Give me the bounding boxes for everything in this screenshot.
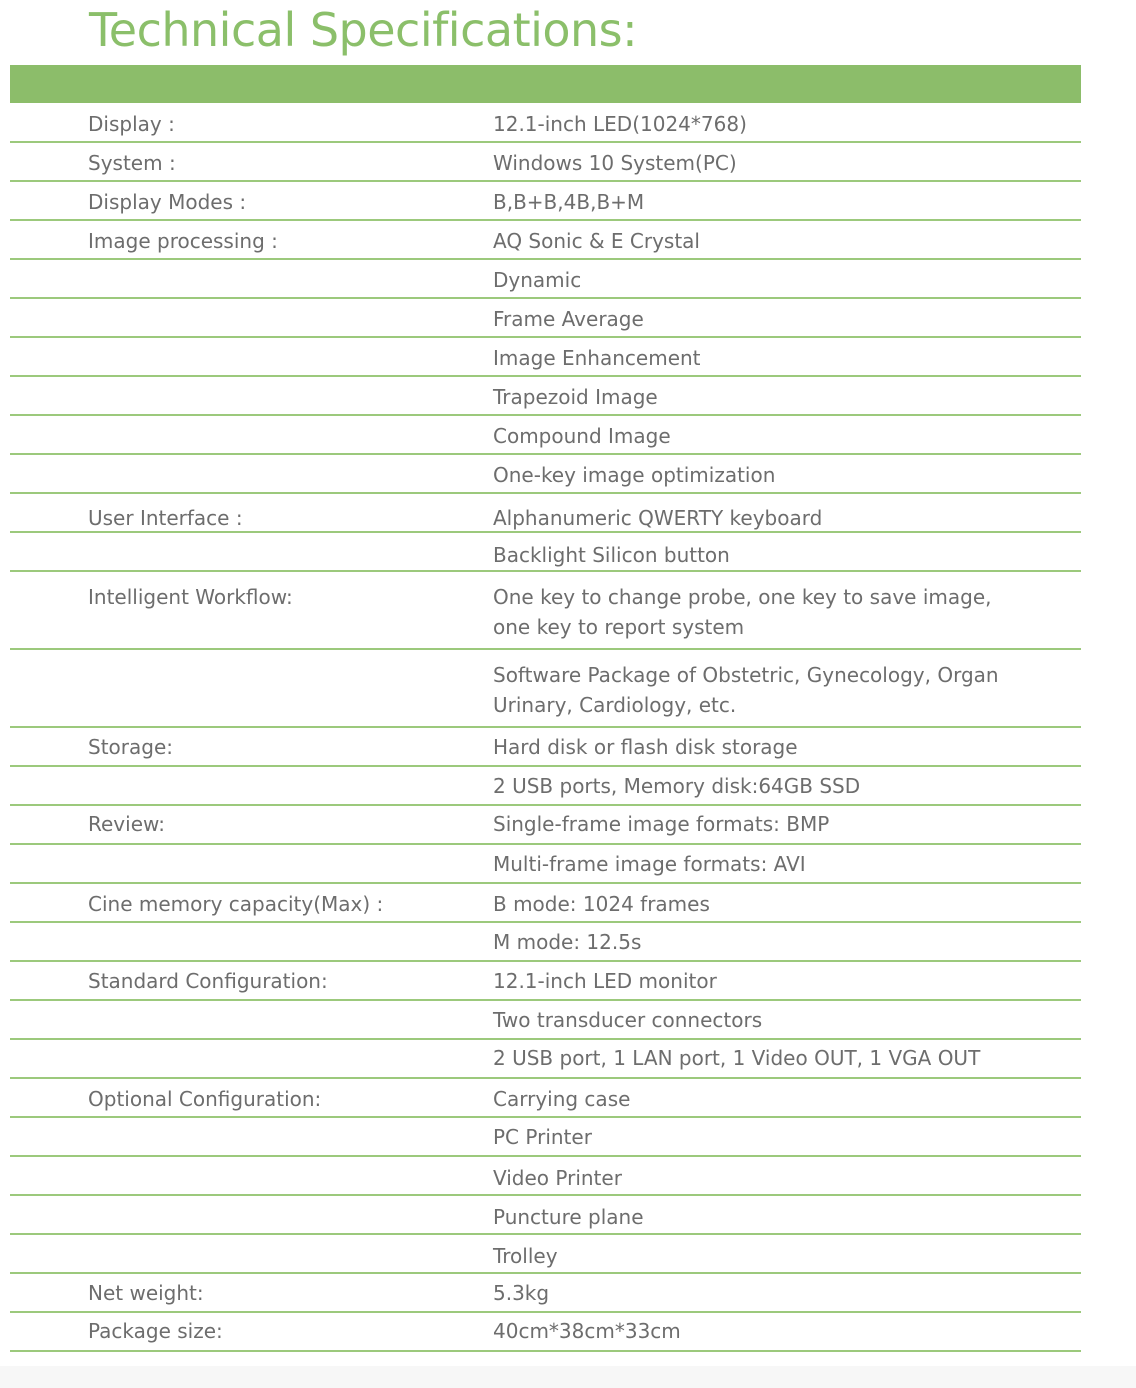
spec-label: User Interface :: [88, 506, 243, 530]
spec-label: Display :: [88, 112, 175, 136]
spec-row: [10, 1079, 1081, 1118]
spec-row: [10, 494, 1081, 533]
spec-value-line2: one key to report system: [493, 615, 745, 639]
spec-row: [10, 455, 1081, 494]
spec-row: [10, 806, 1081, 845]
spec-value: Backlight Silicon button: [493, 543, 730, 567]
spec-value: 12.1-inch LED(1024*768): [493, 112, 747, 136]
spec-row: [10, 1157, 1081, 1196]
spec-label: Standard Configuration:: [88, 969, 328, 993]
spec-row: [10, 533, 1081, 572]
spec-value: Alphanumeric QWERTY keyboard: [493, 506, 823, 530]
spec-label: Review:: [88, 812, 166, 836]
spec-value: Carrying case: [493, 1087, 631, 1111]
spec-row: [10, 1313, 1081, 1352]
spec-label: Optional Configuration:: [88, 1087, 322, 1111]
spec-value: M mode: 12.5s: [493, 930, 642, 954]
header-bar: [10, 65, 1081, 103]
spec-row: [10, 923, 1081, 962]
spec-row: [10, 1001, 1081, 1040]
spec-value: Trapezoid Image: [493, 385, 658, 409]
spec-value: Multi-frame image formats: AVI: [493, 852, 806, 876]
spec-label: Display Modes :: [88, 190, 247, 214]
spec-value: B mode: 1024 frames: [493, 892, 710, 916]
spec-value: 40cm*38cm*33cm: [493, 1319, 681, 1343]
spec-row: [10, 1235, 1081, 1274]
spec-row: [10, 1118, 1081, 1157]
spec-value: AQ Sonic & E Crystal: [493, 229, 700, 253]
spec-value: Software Package of Obstetric, Gynecology, Organ: [493, 663, 999, 687]
spec-value: PC Printer: [493, 1125, 592, 1149]
spec-row: [10, 962, 1081, 1001]
spec-value: 2 USB port, 1 LAN port, 1 Video OUT, 1 VGA OUT: [493, 1046, 981, 1070]
spec-row: [10, 728, 1081, 767]
page-title: Technical Specifications:: [89, 3, 638, 57]
spec-value: Single-frame image formats: BMP: [493, 812, 830, 836]
spec-label: System :: [88, 151, 176, 175]
spec-label: Image processing :: [88, 229, 278, 253]
spec-value: Dynamic: [493, 268, 582, 292]
spec-row: [10, 845, 1081, 884]
spec-value: 12.1-inch LED monitor: [493, 969, 717, 993]
spec-row: [10, 1196, 1081, 1235]
spec-value: Two transducer connectors: [493, 1008, 763, 1032]
spec-value: One-key image optimization: [493, 463, 776, 487]
spec-label: Intelligent Workflow:: [88, 585, 293, 609]
spec-value: 2 USB ports, Memory disk:64GB SSD: [493, 774, 861, 798]
spec-row: [10, 884, 1081, 923]
spec-table: [10, 104, 1081, 1352]
spec-value-line2: Urinary, Cardiology, etc.: [493, 693, 737, 717]
spec-row: [10, 1040, 1081, 1079]
spec-value: B,B+B,4B,B+M: [493, 190, 645, 214]
spec-value: Compound Image: [493, 424, 671, 448]
spec-row: [10, 299, 1081, 338]
spec-value: Puncture plane: [493, 1205, 644, 1229]
spec-row: [10, 572, 1081, 650]
spec-label: Net weight:: [88, 1281, 204, 1305]
spec-value: 5.3kg: [493, 1281, 550, 1305]
spec-row: [10, 260, 1081, 299]
spec-value: Trolley: [493, 1244, 558, 1268]
spec-row: [10, 416, 1081, 455]
spec-row: [10, 143, 1081, 182]
spec-label: Package size:: [88, 1319, 223, 1343]
spec-row: [10, 650, 1081, 728]
spec-row: [10, 338, 1081, 377]
spec-value: One key to change probe, one key to save image,: [493, 585, 992, 609]
spec-row: [10, 182, 1081, 221]
spec-row: [10, 767, 1081, 806]
spec-row: [10, 377, 1081, 416]
spec-row: [10, 104, 1081, 143]
spec-value: Hard disk or flash disk storage: [493, 735, 798, 759]
spec-label: Storage:: [88, 735, 173, 759]
spec-value: Windows 10 System(PC): [493, 151, 737, 175]
spec-value: Frame Average: [493, 307, 644, 331]
footer-strip: [0, 1366, 1136, 1388]
spec-value: Image Enhancement: [493, 346, 701, 370]
spec-value: Video Printer: [493, 1166, 622, 1190]
spec-row: [10, 1274, 1081, 1313]
spec-label: Cine memory capacity(Max) :: [88, 892, 384, 916]
spec-row: [10, 221, 1081, 260]
